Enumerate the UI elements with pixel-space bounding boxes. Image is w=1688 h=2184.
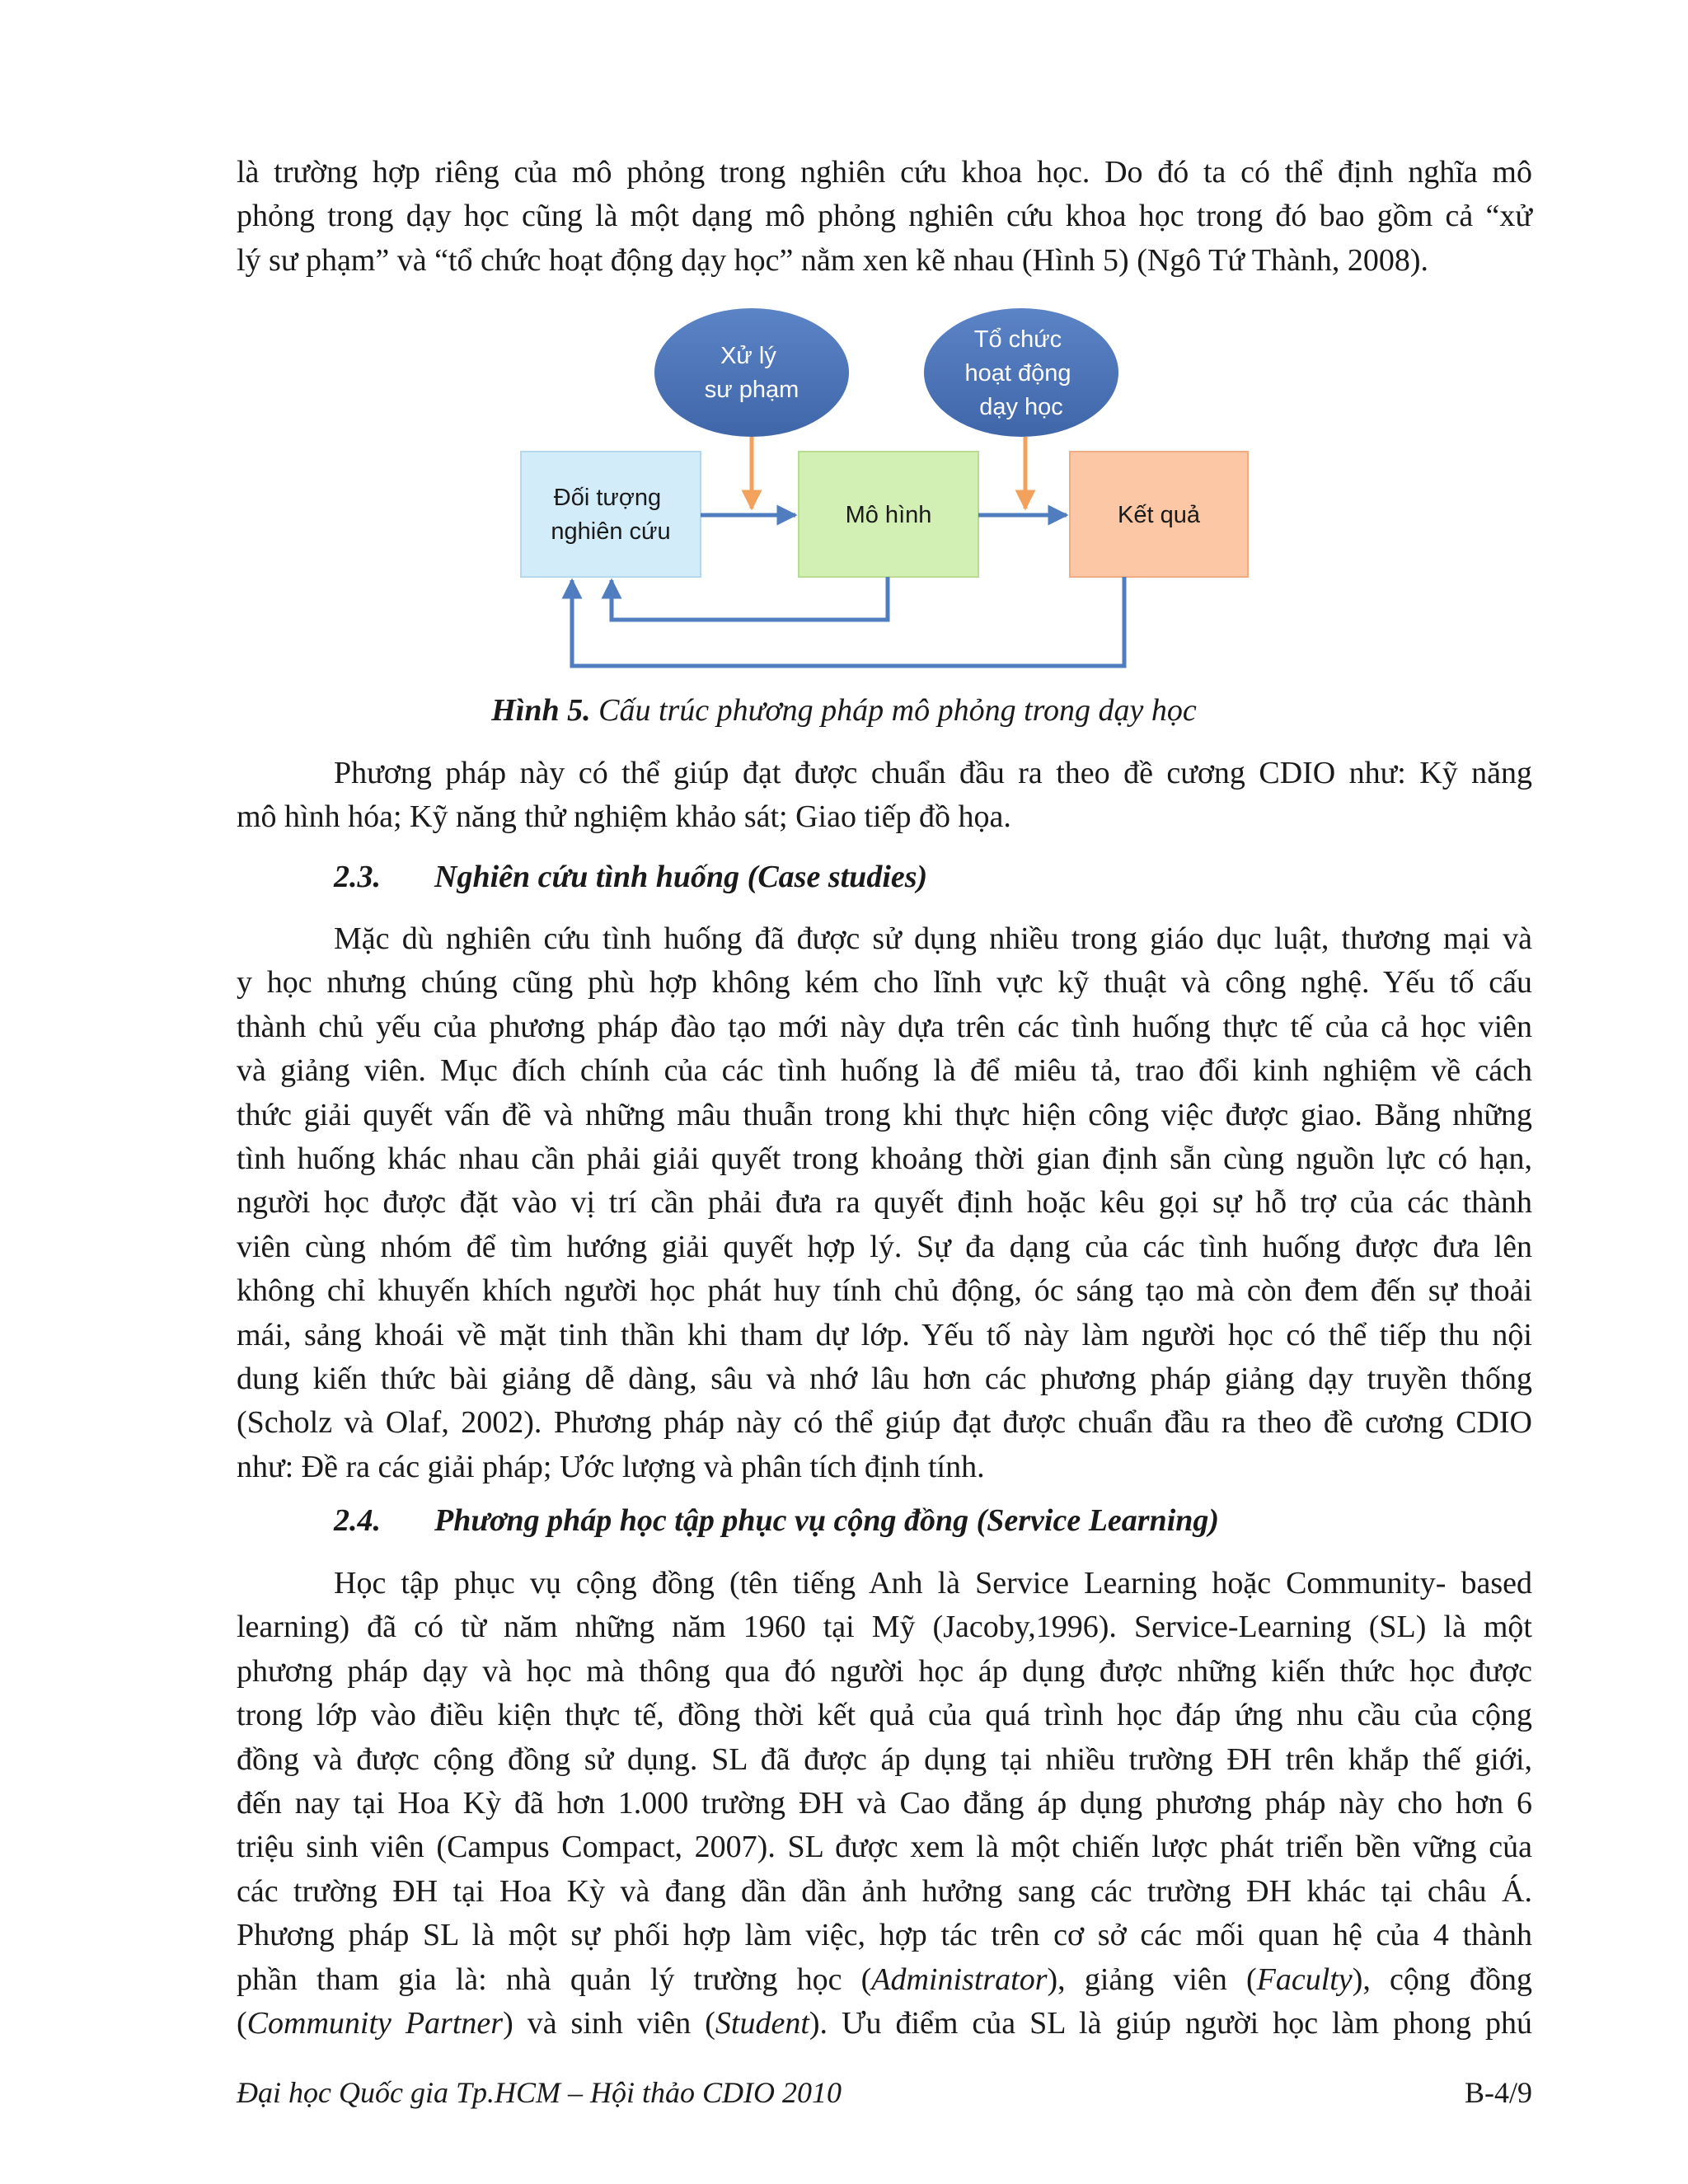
arrow-model-feedback — [612, 577, 888, 620]
box-left-line-1: Đối tượng — [553, 485, 662, 511]
caption-text: Cấu trúc phương pháp mô phỏng trong dạy học — [590, 693, 1197, 728]
text-line — [237, 2002, 1532, 2046]
text-line: viên cùng nhóm để tìm hướng giải quyết hợp lý. Sự đa dạng của các tình huống được đưa lên — [237, 1229, 1532, 1264]
text-line: Phương pháp SL là một sự phối hợp làm việc, hợp tác trên cơ sở các mối quan hệ của 4 thành — [237, 1918, 1532, 1953]
caption-label: Hình 5. — [491, 693, 591, 728]
box-middle-label: Mô hình — [845, 502, 932, 528]
text-line: như: Đề ra các giải pháp; Ước lượng và phân tích định tính. — [237, 1449, 985, 1484]
roles-text-e: ), cộng đồng — [1352, 1961, 1532, 1997]
roles-text-c: ), giảng viên ( — [1047, 1961, 1257, 1997]
text-line: Học tập phục vụ cộng đồng (tên tiếng Anh là Service Learning hoặc Community- based — [334, 1566, 1532, 1601]
text-line: là trường hợp riêng của mô phỏng trong nghiên cứu khoa học. Do đó ta có thể định nghĩa mô — [237, 155, 1532, 190]
text-line: trong lớp vào điều kiện thực tế, đồng thời kết quả của quá trình học đáp ứng nhu cầu của cộng — [237, 1698, 1532, 1733]
text-line: không chỉ khuyến khích người học phát huy tính chủ động, óc sáng tạo mà còn đem đến sự thoải — [237, 1273, 1532, 1309]
ellipse-right-line-3: dạy học — [979, 394, 1063, 420]
roles-text-a: phần tham gia là: nhà quản lý trường học ( — [237, 1961, 872, 1997]
footer-conference: Đại học Quốc gia Tp.HCM – Hội thảo CDIO 2010 — [237, 2076, 842, 2109]
section-title: Nghiên cứu tình huống (Case studies) — [434, 860, 928, 894]
last-text-e: ). Ưu điểm của SL là giúp người học làm phong phú — [809, 2006, 1532, 2041]
last-text-a: ( — [237, 2006, 247, 2041]
text-line: tình huống khác nhau cần phải giải quyết trong khoảng thời gian định sẵn cùng nguồn lực có hạn, — [237, 1141, 1532, 1177]
text-line: phỏng trong dạy học cũng là một dạng mô phỏng nghiên cứu khoa học trong đó bao gồm cả “xử — [237, 199, 1532, 234]
ellipse-left-line-2: sư phạm — [704, 377, 799, 403]
text-line: triệu sinh viên (Campus Compact, 2007). SL được xem là một chiến lược phát triển bền vững của — [237, 1830, 1532, 1865]
paragraph-after-figure — [237, 752, 1532, 840]
section-heading-2-4 — [334, 1502, 1219, 1539]
box-research-object — [521, 452, 701, 577]
text-line: (Scholz và Olaf, 2002). Phương pháp này có thể giúp đạt được chuẩn đầu ra theo đề cương CDIO — [237, 1405, 1532, 1441]
text-line: thức giải quyết vấn đề và những mâu thuẫn trong khi thực hiện công việc được giao. Bằng những — [237, 1097, 1532, 1132]
role-faculty: Faculty — [1256, 1961, 1353, 1997]
role-student: Student — [715, 2006, 809, 2041]
ellipse-right-line-1: Tổ chức — [973, 326, 1062, 353]
page-number: B-4/9 — [1464, 2076, 1532, 2109]
text-line: mái, sảng khoái về mặt tinh thần khi tham dự lớp. Yếu tố này làm người học có thể tiếp thu nội — [237, 1317, 1532, 1352]
text-line: Mặc dù nghiên cứu tình huống đã được sử dụng nhiều trong giáo dục luật, thương mại và — [334, 921, 1532, 956]
text-line: và giảng viên. Mục đích chính của các tình huống là để miêu tả, trao đổi kinh nghiệm về cách — [237, 1053, 1532, 1089]
text-line: người học được đặt vào vị trí cần phải đưa ra quyết định hoặc kêu gọi sự hỗ trợ của các thành — [237, 1185, 1532, 1221]
text-line: đồng và được cộng đồng sử dụng. SL đã được áp dụng tại nhiều trường ĐH trên khắp thế giới, — [237, 1741, 1532, 1777]
text-line: dung kiến thức bài giảng dễ dàng, sâu và nhớ lâu hơn các phương pháp giảng dạy truyền thống — [237, 1361, 1532, 1397]
ellipse-right-line-2: hoạt động — [964, 360, 1071, 387]
text-line — [237, 1958, 1532, 2002]
text-line: y học nhưng chúng cũng phù hợp không kém cho lĩnh vực kỹ thuật và công nghệ. Yếu tố cấu — [237, 965, 1532, 1001]
text-line: learning) đã có từ năm những năm 1960 tại Mỹ (Jacoby,1996). Service-Learning (SL) là một — [237, 1610, 1532, 1645]
box-left-line-2: nghiên cứu — [551, 518, 671, 545]
last-text-c: ) và sinh viên ( — [503, 2006, 715, 2041]
figure-caption — [0, 692, 1688, 729]
section-2-4-body — [237, 1562, 1532, 2046]
text-line: mô hình hóa; Kỹ năng thử nghiệm khảo sát; Giao tiếp đồ họa. — [237, 799, 1011, 835]
ellipse-left-line-1: Xử lý — [720, 343, 776, 369]
text-line: các trường ĐH tại Hoa Kỳ và đang dần dần ảnh hưởng sang các trường ĐH khác tại châu Á. — [237, 1873, 1532, 1909]
text-line: thành chủ yếu của phương pháp đào tạo mới này dựa trên các tình huống thực tế của cả học viên — [237, 1009, 1532, 1044]
role-community-partner: Community Partner — [246, 2006, 504, 2041]
intro-paragraph — [237, 151, 1532, 283]
text-line: lý sư phạm” và “tổ chức hoạt động dạy học” nằm xen kẽ nhau (Hình 5) (Ngô Tứ Thành, 2008). — [237, 242, 1428, 278]
section-heading-2-3 — [334, 859, 927, 895]
ellipse-pedagogical-processing — [654, 308, 849, 437]
role-administrator: Administrator — [871, 1961, 1048, 1997]
section-title: Phương pháp học tập phục vụ cộng đồng (Service Learning) — [434, 1503, 1220, 1538]
text-line: đến nay tại Hoa Kỳ đã hơn 1.000 trường ĐH và Cao đẳng áp dụng phương pháp này cho hơn 6 — [237, 1786, 1532, 1821]
box-right-label: Kết quả — [1118, 502, 1200, 528]
section-number: 2.3. — [334, 860, 381, 894]
text-line: Phương pháp này có thể giúp đạt được chuẩn đầu ra theo đề cương CDIO như: Kỹ năng — [334, 756, 1532, 790]
section-number: 2.4. — [334, 1503, 381, 1538]
simulation-structure-diagram — [519, 307, 1253, 673]
text-line: phương pháp dạy và học mà thông qua đó người học áp dụng được những kiến thức học được — [237, 1653, 1532, 1689]
svg-text:Tổ chức hoạt động dạy — [964, 326, 1077, 420]
section-2-3-body — [237, 917, 1532, 1489]
